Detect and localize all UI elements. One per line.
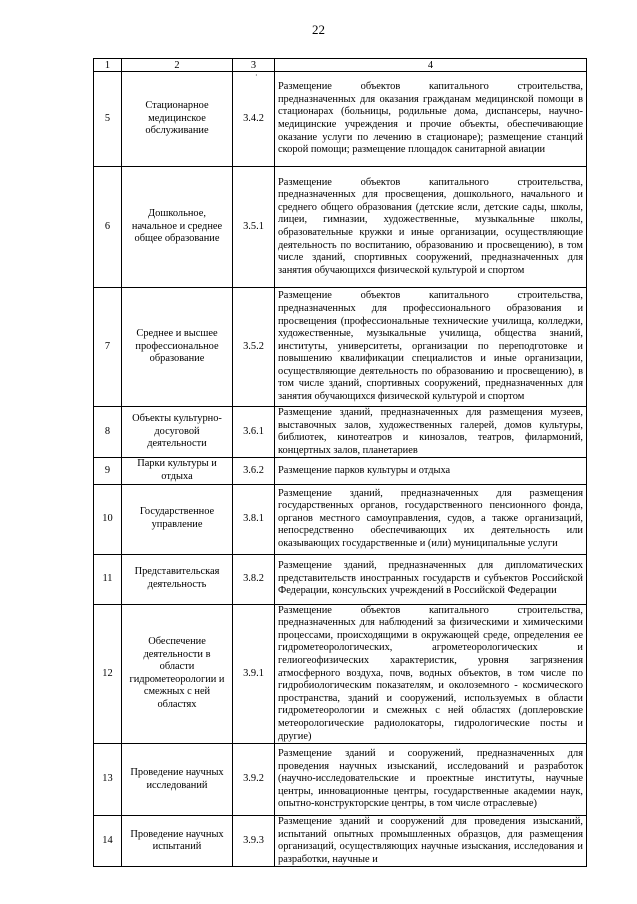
table-row (94, 744, 587, 816)
use-type-code: 3.5.2 (233, 288, 275, 407)
use-type-description: Размещение объектов капитального строительства, предназначенных для просвещения, дошкольного, начального и среднего общего образования (детские ясли, детские сады, школы, лицеи, гимназии, художественные, музыкальные школы, образовательные кружки и иные организации, осуществляющие деятельность по воспитанию, образованию и просвещению), в том числе зданий, спортивных сооружений, предназначенных для занятия обучающихся физической культурой и спортом (275, 167, 587, 288)
scan-dot: · (255, 71, 258, 80)
table-row (94, 288, 587, 407)
row-number: 10 (94, 484, 122, 554)
table-row (94, 604, 587, 744)
header-col-4: 4 (275, 59, 587, 72)
table-row (94, 458, 587, 484)
use-type-name: Обеспечение деятельности в области гидрометеорологии и смежных с ней областях (122, 604, 233, 744)
use-type-description: Размещение зданий и сооружений для проведения изысканий, испытаний опытных промышленных образцов, для размещения организаций, осуществляющих научные изыскания, исследования и разработки, научные и (275, 816, 587, 867)
use-type-description: Размещение зданий, предназначенных для дипломатических представительств иностранных государств и субъектов Российской Федерации, консульских учреждений в Российской Федерации (275, 554, 587, 604)
row-number: 9 (94, 458, 122, 484)
use-type-code: 3.8.2 (233, 554, 275, 604)
page-number: 22 (312, 22, 325, 37)
row-number: 11 (94, 554, 122, 604)
header-col-2: 2 (122, 59, 233, 72)
table-row (94, 484, 587, 554)
header-col-3: 3 (233, 59, 275, 72)
use-type-name: Стационарное медицинское обслуживание (122, 72, 233, 167)
row-number: 8 (94, 407, 122, 458)
use-type-description: Размещение парков культуры и отдыха (275, 458, 587, 484)
use-type-name: Объекты культурно-досуговой деятельности (122, 407, 233, 458)
use-type-code: 3.4.2 (233, 72, 275, 167)
row-number: 6 (94, 167, 122, 288)
use-type-code: 3.6.1 (233, 407, 275, 458)
row-number: 14 (94, 816, 122, 867)
use-type-name: Проведение научных исследований (122, 744, 233, 816)
use-type-name: Среднее и высшее профессиональное образование (122, 288, 233, 407)
use-type-name: Парки культуры и отдыха (122, 458, 233, 484)
use-type-name: Дошкольное, начальное и среднее общее образование (122, 167, 233, 288)
use-type-code: 3.6.2 (233, 458, 275, 484)
row-number: 13 (94, 744, 122, 816)
use-type-description: Размещение объектов капитального строительства, предназначенных для оказания гражданам медицинской помощи в стационарах (больницы, родильные дома, диспансеры, научно-медицинские учреждения и прочие объекты, обеспечивающие оказание услуги по лечению в стационаре); размещение станций скорой помощи; размещение площадок санитарной авиации (275, 72, 587, 167)
row-number: 5 (94, 72, 122, 167)
use-type-code: 3.9.2 (233, 744, 275, 816)
use-type-name: Государственное управление (122, 484, 233, 554)
use-type-code: 3.8.1 (233, 484, 275, 554)
use-type-description: Размещение зданий и сооружений, предназначенных для проведения научных изысканий, исследований и разработок (научно-исследовательские и проектные институты, научные центры, инновационные центры, государственные академии наук, опытно-конструкторские центры, в том числе отраслевые) (275, 744, 587, 816)
table-row (94, 407, 587, 458)
use-type-code: 3.9.1 (233, 604, 275, 744)
row-number: 12 (94, 604, 122, 744)
use-type-code: 3.5.1 (233, 167, 275, 288)
use-type-description: Размещение объектов капитального строительства, предназначенных для наблюдений за физическими и химическими процессами, происходящими в окружающей среде, определения ее гидрометеорологических, агрометеорологических и гелиогеофизических характеристик, уровня загрязнения атмосферного воздуха, почв, водных объектов, в том числе по гидробиологическим показателям, и околоземного - космического пространства, зданий и сооружений, используемых в области гидрометеорологии и смежных с ней областях (доплеровские метеорологические радиолокаторы, гидрологические посты и другие) (275, 604, 587, 744)
use-type-description: Размещение зданий, предназначенных для размещения государственных органов, государственного пенсионного фонда, органов местного самоуправления, судов, а также организаций, непосредственно обеспечивающих их деятельность или оказывающих государственные и (или) муниципальные услуги (275, 484, 587, 554)
use-type-description: Размещение зданий, предназначенных для размещения музеев, выставочных залов, художественных галерей, домов культуры, библиотек, кинотеатров и кинозалов, театров, филармоний, концертных залов, планетариев (275, 407, 587, 458)
table-row (94, 816, 587, 867)
header-row (94, 59, 587, 72)
table-row (94, 72, 587, 167)
use-type-code: 3.9.3 (233, 816, 275, 867)
use-type-name: Представительская деятельность (122, 554, 233, 604)
land-use-table (93, 58, 587, 867)
table-row (94, 554, 587, 604)
header-col-1: 1 (94, 59, 122, 72)
use-type-name: Проведение научных испытаний (122, 816, 233, 867)
use-type-description: Размещение объектов капитального строительства, предназначенных для профессионального образования и просвещения (профессиональные технические училища, колледжи, художественные, музыкальные училища, общества знаний, институты, университеты, организации по переподготовке и повышению квалификации специалистов и иные организации, осуществляющие деятельность по образованию и просвещению), в том числе зданий, спортивных сооружений, предназначенных для занятия обучающихся физической культурой и спортом (275, 288, 587, 407)
table-row (94, 167, 587, 288)
row-number: 7 (94, 288, 122, 407)
